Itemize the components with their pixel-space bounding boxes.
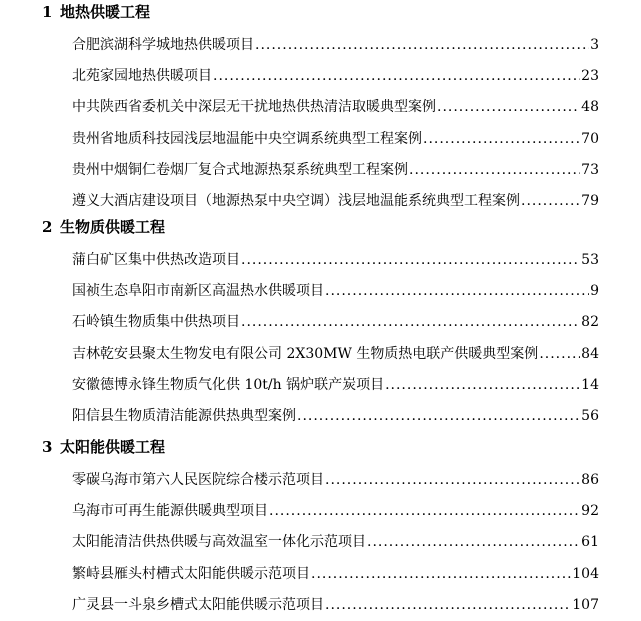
toc-entry-page-number: 84 <box>581 345 599 362</box>
dot-leader <box>521 189 580 213</box>
dot-leader <box>311 562 571 586</box>
section-heading <box>42 216 165 238</box>
dot-leader <box>409 158 580 182</box>
dot-leader <box>325 468 580 492</box>
toc-entry[interactable] <box>72 33 599 57</box>
dot-leader <box>539 342 580 366</box>
toc-entry-title: 安徽德博永锋生物质气化供 10t/h 锅炉联产炭项目 <box>72 376 385 393</box>
toc-entry-title: 吉林乾安县聚太生物发电有限公司 2X30MW 生物质热电联产供暖典型案例 <box>72 345 539 362</box>
toc-entry[interactable] <box>72 127 599 151</box>
toc-entry[interactable] <box>72 530 599 554</box>
toc-entry-title: 国祯生态阜阳市南新区高温热水供暖项目 <box>72 283 324 300</box>
toc-entry-title: 太阳能清洁供热供暖与高效温室一体化示范项目 <box>72 534 366 551</box>
toc-entry-page-number: 3 <box>590 37 599 53</box>
toc-entry-page-number: 14 <box>581 376 599 393</box>
dot-leader <box>269 499 580 523</box>
dot-leader <box>325 593 571 617</box>
toc-entry-page-number: 70 <box>581 130 599 147</box>
toc-entry-title: 遵义大酒店建设项目（地源热泵中央空调）浅层地温能系统典型工程案例 <box>72 193 520 209</box>
dot-leader <box>437 95 580 119</box>
dot-leader <box>213 64 580 88</box>
section-number: 1 <box>42 3 53 21</box>
toc-entry-page-number: 56 <box>581 408 599 424</box>
toc-entry-page-number: 61 <box>581 534 599 551</box>
section-number: 3 <box>42 438 53 456</box>
toc-entry[interactable] <box>72 95 599 119</box>
toc-entry[interactable] <box>72 310 599 334</box>
dot-leader <box>241 310 580 334</box>
section-title: 地热供暖工程 <box>60 3 151 21</box>
toc-entry-title: 贵州省地质科技园浅层地温能中央空调系统典型工程案例 <box>72 130 422 147</box>
toc-entry-title: 合肥滨湖科学城地热供暖项目 <box>72 37 254 53</box>
toc-entry[interactable] <box>72 64 599 88</box>
toc-entry-title: 中共陕西省委机关中深层无干扰地热供热清洁取暖典型案例 <box>72 99 436 116</box>
toc-entry[interactable] <box>72 499 599 523</box>
toc-entry-title: 广灵县一斗泉乡槽式太阳能供暖示范项目 <box>72 596 324 613</box>
toc-entry-page-number: 9 <box>590 283 599 300</box>
toc-entry-page-number: 104 <box>572 565 599 582</box>
toc-entry-page-number: 73 <box>581 161 599 178</box>
dot-leader <box>255 33 589 57</box>
dot-leader <box>423 127 580 151</box>
toc-entry-page-number: 82 <box>581 314 599 331</box>
toc-entry[interactable] <box>72 189 599 213</box>
toc-entry[interactable] <box>72 279 599 303</box>
dot-leader <box>297 404 580 428</box>
toc-entry-page-number: 53 <box>581 252 599 268</box>
toc-entry[interactable] <box>72 468 599 492</box>
toc-entry[interactable] <box>72 404 599 428</box>
toc-entry[interactable] <box>72 562 599 586</box>
toc-entry-title: 阳信县生物质清洁能源供热典型案例 <box>72 408 296 424</box>
toc-entry[interactable] <box>72 248 599 272</box>
toc-entry-page-number: 107 <box>572 596 599 613</box>
dot-leader <box>325 279 589 303</box>
toc-entry-title: 乌海市可再生能源供暖典型项目 <box>72 503 268 520</box>
toc-entry-page-number: 48 <box>581 99 599 116</box>
dot-leader <box>241 248 580 272</box>
toc-entry-title: 石岭镇生物质集中供热项目 <box>72 314 240 331</box>
section-number: 2 <box>42 218 53 236</box>
toc-entry[interactable] <box>72 593 599 617</box>
toc-entry-title: 繁峙县雁头村槽式太阳能供暖示范项目 <box>72 565 310 582</box>
toc-entry[interactable] <box>72 373 599 397</box>
section-heading <box>42 1 150 23</box>
toc-entry-page-number: 79 <box>581 193 599 209</box>
toc-entry-page-number: 92 <box>581 503 599 520</box>
section-title: 太阳能供暖工程 <box>60 438 166 456</box>
toc-entry-title: 北苑家园地热供暖项目 <box>72 68 212 85</box>
toc-entry[interactable] <box>72 342 599 366</box>
toc-entry-title: 贵州中烟铜仁卷烟厂复合式地源热泵系统典型工程案例 <box>72 161 408 178</box>
section-heading <box>42 436 165 458</box>
dot-leader <box>385 373 580 397</box>
toc-entry-page-number: 86 <box>581 472 599 488</box>
toc-entry[interactable] <box>72 158 599 182</box>
section-title: 生物质供暖工程 <box>60 218 166 236</box>
toc-entry-page-number: 23 <box>581 68 599 85</box>
toc-entry-title: 零碳乌海市第六人民医院综合楼示范项目 <box>72 472 324 488</box>
toc-entry-title: 蒲白矿区集中供热改造项目 <box>72 252 240 268</box>
dot-leader <box>367 530 580 554</box>
